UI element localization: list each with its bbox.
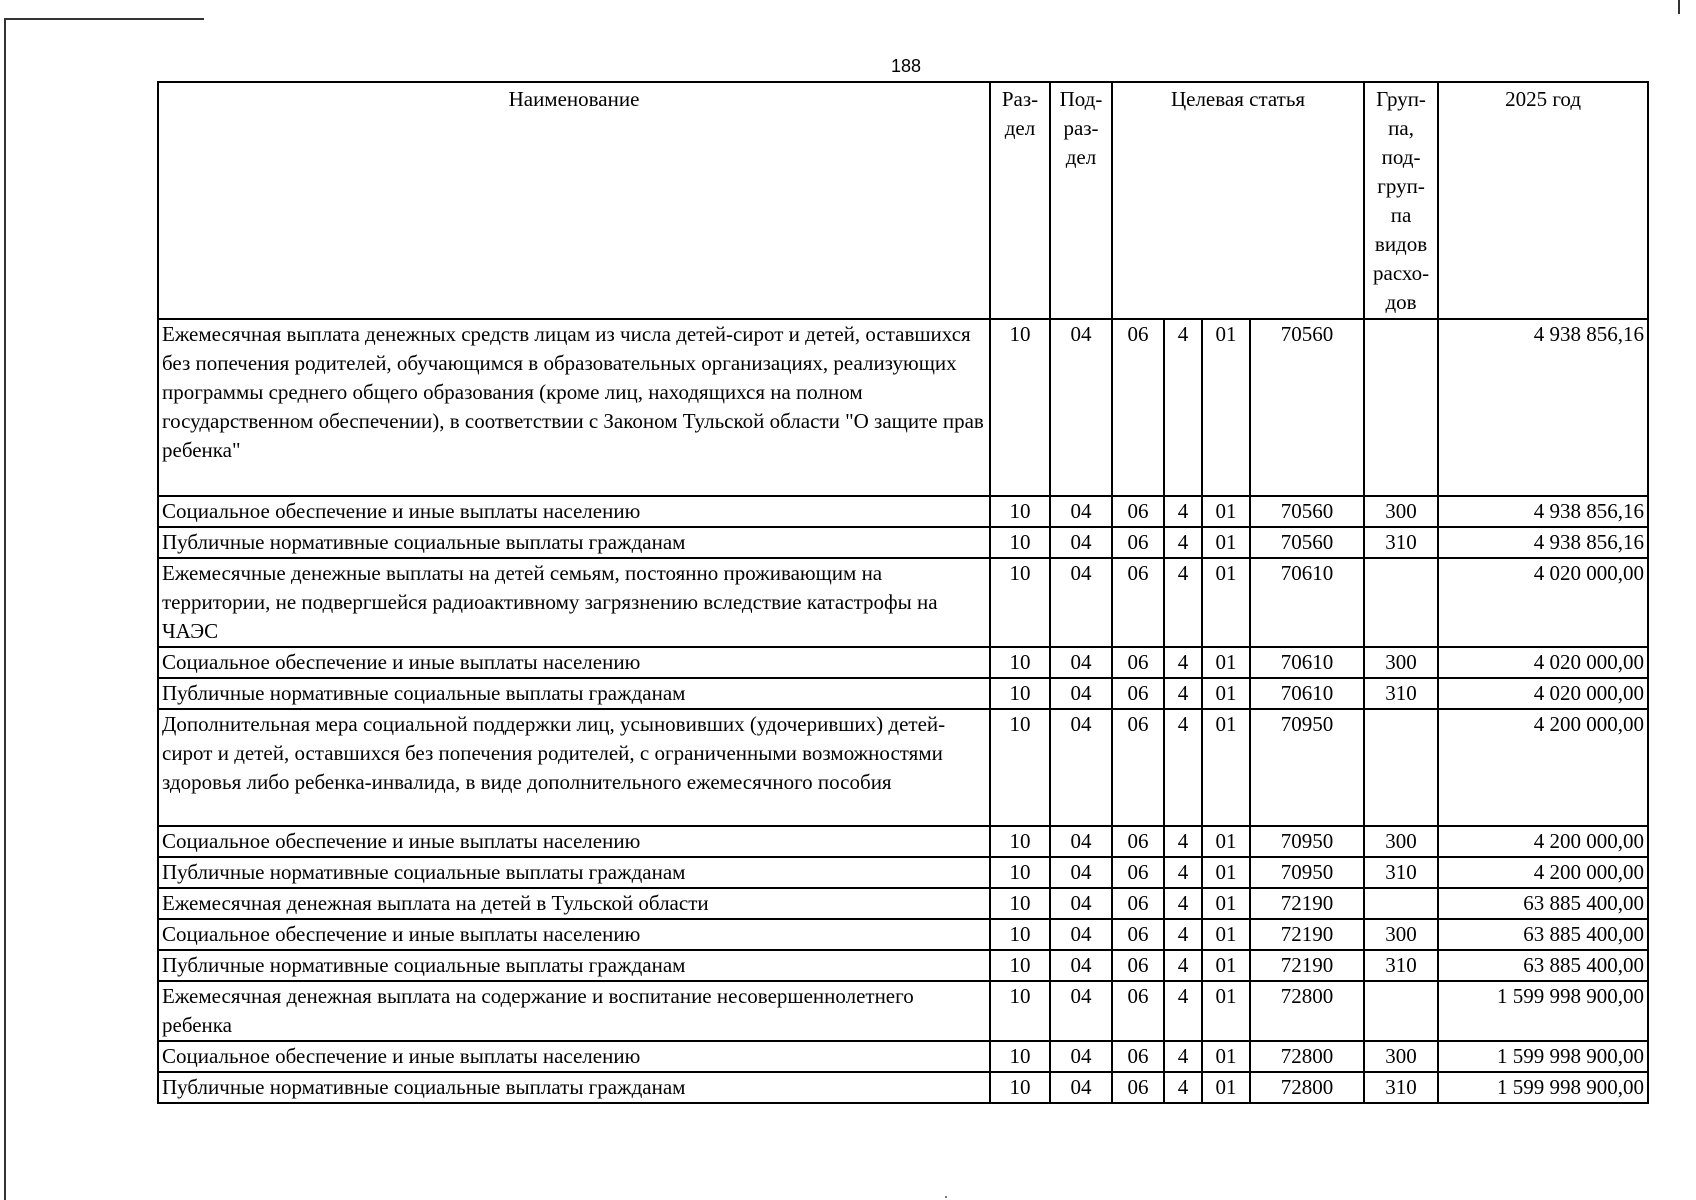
row-target-subprogram: 01 — [1202, 826, 1250, 857]
row-amount-2025: 4 938 856,16 — [1438, 496, 1648, 527]
row-target-subprogram: 01 — [1202, 678, 1250, 709]
table-row — [158, 527, 1648, 558]
row-target-direction: 72190 — [1250, 919, 1364, 950]
row-target-subprogram: 01 — [1202, 647, 1250, 678]
row-target-type: 4 — [1164, 558, 1202, 647]
row-target-subprogram: 01 — [1202, 709, 1250, 826]
row-razdel: 10 — [990, 527, 1050, 558]
row-podrazdel: 04 — [1050, 678, 1112, 709]
row-razdel: 10 — [990, 1041, 1050, 1072]
row-name: Социальное обеспечение и иные выплаты населению — [158, 919, 990, 950]
row-target-direction: 72800 — [1250, 1041, 1364, 1072]
row-target-subprogram: 01 — [1202, 1072, 1250, 1103]
table-row — [158, 647, 1648, 678]
header-podrazdel — [1050, 82, 1112, 319]
row-name: Ежемесячная денежная выплата на детей в Тульской области — [158, 888, 990, 919]
header-target-article: Целевая статья — [1112, 82, 1364, 319]
row-podrazdel: 04 — [1050, 527, 1112, 558]
row-amount-2025: 4 200 000,00 — [1438, 857, 1648, 888]
row-target-direction: 70950 — [1250, 826, 1364, 857]
row-target-subprogram: 01 — [1202, 527, 1250, 558]
header-podrazdel-text: Под- раз- дел — [1059, 87, 1103, 169]
row-podrazdel: 04 — [1050, 950, 1112, 981]
row-podrazdel: 04 — [1050, 496, 1112, 527]
row-target-type: 4 — [1164, 950, 1202, 981]
row-razdel: 10 — [990, 950, 1050, 981]
row-target-program: 06 — [1112, 919, 1164, 950]
row-amount-2025: 4 020 000,00 — [1438, 678, 1648, 709]
row-target-type: 4 — [1164, 527, 1202, 558]
row-target-program: 06 — [1112, 647, 1164, 678]
row-razdel: 10 — [990, 981, 1050, 1041]
row-razdel: 10 — [990, 888, 1050, 919]
row-target-type: 4 — [1164, 888, 1202, 919]
row-target-type: 4 — [1164, 709, 1202, 826]
row-name: Социальное обеспечение и иные выплаты населению — [158, 826, 990, 857]
table-row — [158, 678, 1648, 709]
row-target-direction: 70610 — [1250, 678, 1364, 709]
row-name: Публичные нормативные социальные выплаты гражданам — [158, 950, 990, 981]
row-amount-2025: 4 938 856,16 — [1438, 319, 1648, 496]
row-expense-group — [1364, 981, 1438, 1041]
row-razdel: 10 — [990, 558, 1050, 647]
header-razdel-text: Раз- дел — [1001, 87, 1039, 140]
row-amount-2025: 1 599 998 900,00 — [1438, 1072, 1648, 1103]
row-podrazdel: 04 — [1050, 319, 1112, 496]
row-target-subprogram: 01 — [1202, 1041, 1250, 1072]
budget-table — [157, 81, 1649, 1104]
table-header-row — [158, 82, 1648, 319]
row-target-type: 4 — [1164, 1072, 1202, 1103]
row-amount-2025: 4 020 000,00 — [1438, 558, 1648, 647]
row-podrazdel: 04 — [1050, 1072, 1112, 1103]
row-expense-group — [1364, 709, 1438, 826]
row-target-subprogram: 01 — [1202, 950, 1250, 981]
row-amount-2025: 1 599 998 900,00 — [1438, 1041, 1648, 1072]
row-target-type: 4 — [1164, 678, 1202, 709]
row-razdel: 10 — [990, 826, 1050, 857]
row-amount-2025: 63 885 400,00 — [1438, 888, 1648, 919]
row-expense-group: 300 — [1364, 647, 1438, 678]
row-expense-group: 310 — [1364, 1072, 1438, 1103]
table-row — [158, 981, 1648, 1041]
row-podrazdel: 04 — [1050, 709, 1112, 826]
row-target-subprogram: 01 — [1202, 888, 1250, 919]
table-row — [158, 826, 1648, 857]
row-razdel: 10 — [990, 678, 1050, 709]
scan-speck — [945, 1196, 947, 1198]
header-name: Наименование — [158, 82, 990, 319]
row-target-type: 4 — [1164, 647, 1202, 678]
row-name: Социальное обеспечение и иные выплаты населению — [158, 496, 990, 527]
row-target-program: 06 — [1112, 981, 1164, 1041]
row-target-direction: 72800 — [1250, 1072, 1364, 1103]
row-razdel: 10 — [990, 919, 1050, 950]
row-razdel: 10 — [990, 857, 1050, 888]
header-year: 2025 год — [1438, 82, 1648, 319]
row-target-program: 06 — [1112, 888, 1164, 919]
row-target-direction: 72190 — [1250, 950, 1364, 981]
row-expense-group: 310 — [1364, 527, 1438, 558]
row-amount-2025: 1 599 998 900,00 — [1438, 981, 1648, 1041]
row-target-type: 4 — [1164, 496, 1202, 527]
row-target-direction: 70950 — [1250, 857, 1364, 888]
row-razdel: 10 — [990, 647, 1050, 678]
row-expense-group: 310 — [1364, 857, 1438, 888]
row-amount-2025: 4 938 856,16 — [1438, 527, 1648, 558]
header-expense-group-text: Груп- па, под- груп- па видов расхо- дов — [1373, 87, 1430, 314]
row-target-direction: 70610 — [1250, 647, 1364, 678]
row-name: Ежемесячные денежные выплаты на детей семьям, постоянно проживающим на территории, не подвергшейся радиоактивному загрязнению вследствие катастрофы на ЧАЭС — [158, 558, 990, 647]
row-target-type: 4 — [1164, 319, 1202, 496]
row-expense-group: 310 — [1364, 950, 1438, 981]
row-target-type: 4 — [1164, 919, 1202, 950]
row-razdel: 10 — [990, 709, 1050, 826]
row-target-direction: 70950 — [1250, 709, 1364, 826]
row-podrazdel: 04 — [1050, 826, 1112, 857]
table-row — [158, 1072, 1648, 1103]
row-target-type: 4 — [1164, 826, 1202, 857]
row-target-program: 06 — [1112, 1072, 1164, 1103]
row-expense-group: 300 — [1364, 1041, 1438, 1072]
row-name: Публичные нормативные социальные выплаты гражданам — [158, 1072, 990, 1103]
row-target-program: 06 — [1112, 826, 1164, 857]
row-podrazdel: 04 — [1050, 981, 1112, 1041]
row-target-direction: 72190 — [1250, 888, 1364, 919]
row-expense-group — [1364, 888, 1438, 919]
row-amount-2025: 63 885 400,00 — [1438, 919, 1648, 950]
row-name: Социальное обеспечение и иные выплаты населению — [158, 647, 990, 678]
row-name: Публичные нормативные социальные выплаты гражданам — [158, 678, 990, 709]
table-row — [158, 319, 1648, 496]
row-expense-group: 310 — [1364, 678, 1438, 709]
header-expense-group — [1364, 82, 1438, 319]
scan-edge-top — [4, 18, 204, 20]
row-target-subprogram: 01 — [1202, 558, 1250, 647]
table-row — [158, 888, 1648, 919]
row-target-program: 06 — [1112, 950, 1164, 981]
row-target-direction: 70560 — [1250, 496, 1364, 527]
row-target-program: 06 — [1112, 527, 1164, 558]
row-razdel: 10 — [990, 1072, 1050, 1103]
row-target-program: 06 — [1112, 857, 1164, 888]
row-target-subprogram: 01 — [1202, 919, 1250, 950]
table-row — [158, 950, 1648, 981]
row-target-subprogram: 01 — [1202, 319, 1250, 496]
row-target-program: 06 — [1112, 1041, 1164, 1072]
row-expense-group: 300 — [1364, 496, 1438, 527]
row-target-program: 06 — [1112, 496, 1164, 527]
row-podrazdel: 04 — [1050, 647, 1112, 678]
row-target-subprogram: 01 — [1202, 857, 1250, 888]
row-expense-group — [1364, 558, 1438, 647]
row-name: Публичные нормативные социальные выплаты гражданам — [158, 857, 990, 888]
row-target-subprogram: 01 — [1202, 496, 1250, 527]
table-body — [158, 319, 1648, 1103]
table-row — [158, 919, 1648, 950]
table-row — [158, 1041, 1648, 1072]
row-amount-2025: 63 885 400,00 — [1438, 950, 1648, 981]
row-podrazdel: 04 — [1050, 857, 1112, 888]
row-target-type: 4 — [1164, 1041, 1202, 1072]
row-expense-group: 300 — [1364, 919, 1438, 950]
row-podrazdel: 04 — [1050, 888, 1112, 919]
row-razdel: 10 — [990, 319, 1050, 496]
row-amount-2025: 4 200 000,00 — [1438, 826, 1648, 857]
table-row — [158, 709, 1648, 826]
row-podrazdel: 04 — [1050, 1041, 1112, 1072]
table-row — [158, 857, 1648, 888]
row-target-type: 4 — [1164, 981, 1202, 1041]
row-target-direction: 70560 — [1250, 319, 1364, 496]
row-target-direction: 70560 — [1250, 527, 1364, 558]
row-target-type: 4 — [1164, 857, 1202, 888]
row-name: Ежемесячная выплата денежных средств лицам из числа детей-сирот и детей, оставшихся без попечения родителей, обучающимся в образовательных организациях, реализующих программы среднего общего образования (кроме лиц, находящихся на полном государственном обеспечении), в соответствии с Законом Тульской области "О защите прав ребенка" — [158, 319, 990, 496]
row-name: Социальное обеспечение и иные выплаты населению — [158, 1041, 990, 1072]
row-name: Ежемесячная денежная выплата на содержание и воспитание несовершеннолетнего ребенка — [158, 981, 990, 1041]
header-razdel — [990, 82, 1050, 319]
row-name: Публичные нормативные социальные выплаты гражданам — [158, 527, 990, 558]
row-podrazdel: 04 — [1050, 558, 1112, 647]
table-row — [158, 496, 1648, 527]
row-amount-2025: 4 020 000,00 — [1438, 647, 1648, 678]
scan-edge-left — [4, 18, 6, 1200]
row-target-program: 06 — [1112, 319, 1164, 496]
row-podrazdel: 04 — [1050, 919, 1112, 950]
row-razdel: 10 — [990, 496, 1050, 527]
row-target-program: 06 — [1112, 709, 1164, 826]
row-expense-group: 300 — [1364, 826, 1438, 857]
page-number: 188 — [890, 56, 922, 76]
row-target-direction: 72800 — [1250, 981, 1364, 1041]
row-name: Дополнительная мера социальной поддержки лиц, усыновивших (удочеривших) детей-сирот и детей, оставшихся без попечения родителей, с ограниченными возможностями здоровья либо ребенка-инвалида, в виде дополнительного ежемесячного пособия — [158, 709, 990, 826]
scan-edge-right — [1678, 0, 1690, 14]
table-row — [158, 558, 1648, 647]
row-target-subprogram: 01 — [1202, 981, 1250, 1041]
row-amount-2025: 4 200 000,00 — [1438, 709, 1648, 826]
row-target-program: 06 — [1112, 678, 1164, 709]
row-expense-group — [1364, 319, 1438, 496]
row-target-program: 06 — [1112, 558, 1164, 647]
row-target-direction: 70610 — [1250, 558, 1364, 647]
